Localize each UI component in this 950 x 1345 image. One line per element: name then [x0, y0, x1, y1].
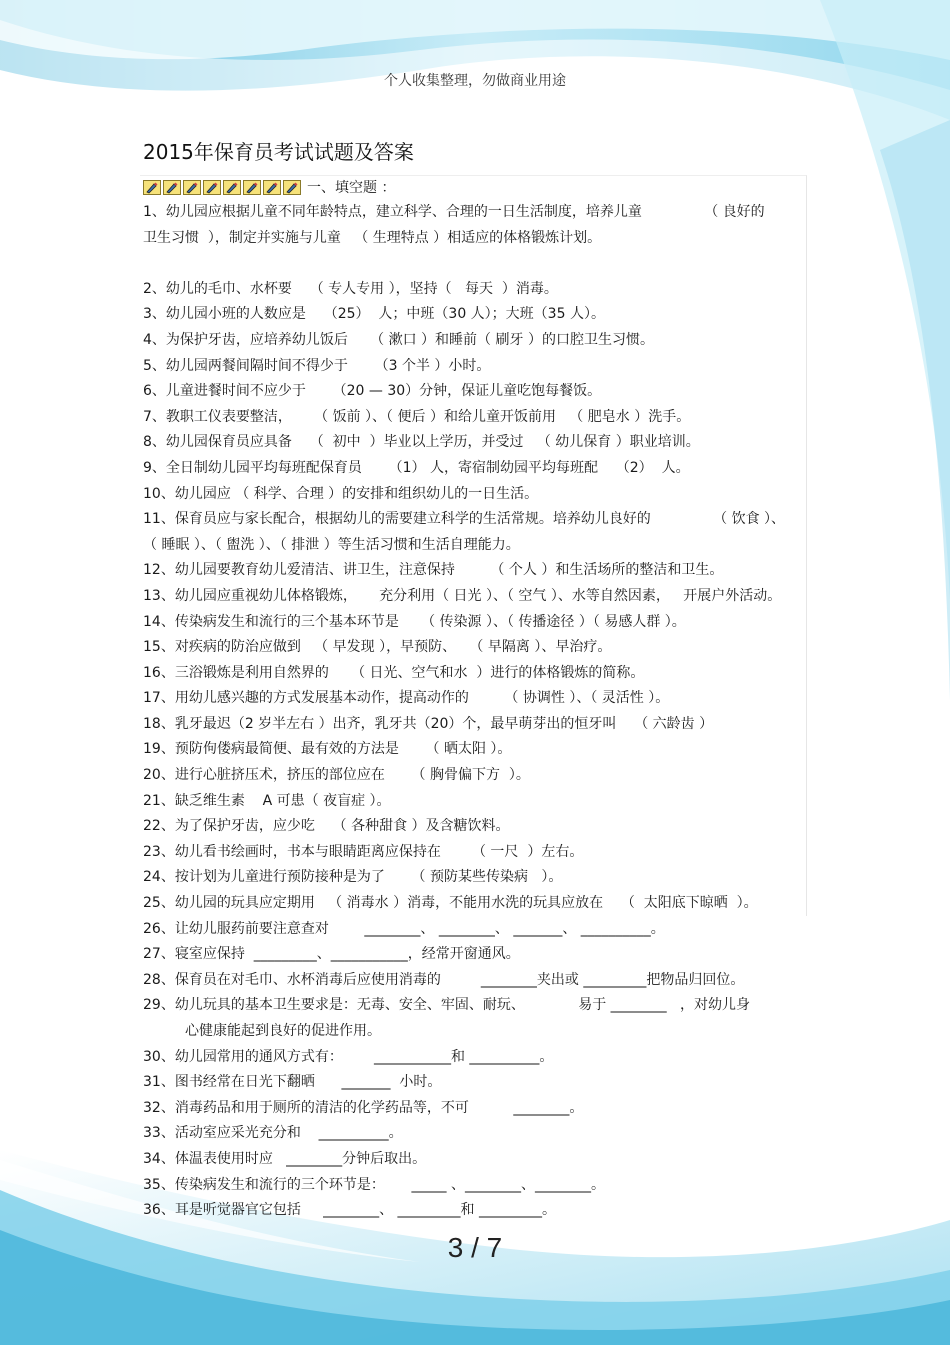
- header-divider: [143, 118, 806, 123]
- question-line: 22、为了保护牙齿，应少吃 （ 各种甜食 ）及含糖饮料。: [143, 818, 510, 835]
- question-line: 4、为保护牙齿，应培养幼儿饭后 （ 漱口 ）和睡前（ 刷牙 ）的口腔卫生习惯。: [143, 331, 654, 348]
- page-number: 3 / 7: [447, 1232, 503, 1263]
- question-line: 18、乳牙最迟（2 岁半左右 ）出齐，乳牙共（20）个，最早萌芽出的恒牙叫 （ 六龄齿 ）: [143, 715, 714, 732]
- section-heading: [143, 178, 395, 196]
- question-line: 14、传染病发生和流行的三个基本环节是 （ 传染源 ）、（ 传播途径 ）（ 易感人群 ）。: [143, 613, 686, 630]
- question-line: 26、让幼儿服药前要注意查对 ________、 ________、 _______、 __________。: [143, 920, 665, 937]
- question-line: 6、儿童进餐时间不应少于 （20 — 30）分钟，保证儿童吃饱每餐饭。: [143, 383, 602, 400]
- pencil-icon: [263, 180, 281, 195]
- question-line: 33、活动室应采光充分和 __________。: [143, 1125, 403, 1142]
- question-line: 心健康能起到良好的促进作用。: [185, 1023, 381, 1039]
- question-line: 7、教职工仪表要整洁， （ 饭前 ）、（ 便后 ）和给儿童开饭前用 （ 肥皂水 ）洗手。: [143, 408, 691, 425]
- question-line: 5、幼儿园两餐间隔时间不得少于 （3 个半 ）小时。: [143, 357, 491, 374]
- pencil-icon: [243, 180, 261, 195]
- question-list: [143, 200, 807, 1224]
- question-line: 3、幼儿园小班的人数应是 （25） 人；中班（30 人）；大班（35 人）。: [143, 306, 605, 323]
- question-line: 11、保育员应与家长配合，根据幼儿的需要建立科学的生活常规。培养幼儿良好的 （ 饮食 ）、: [143, 511, 786, 528]
- question-line: 16、三浴锻炼是利用自然界的 （ 日光、空气和水 ）进行的体格锻炼的简称。: [143, 664, 645, 681]
- question-line: 29、幼儿玩具的基本卫生要求是：无毒、安全、牢固、耐玩、 易于 ________ ，对幼儿身: [143, 997, 751, 1014]
- pencil-icon: [283, 180, 301, 195]
- question-line: 28、保育员在对毛巾、水杯消毒后应使用消毒的 ________夹出或 _________把物品归回位。: [143, 971, 745, 988]
- question-line: 25、幼儿园的玩具应定期用 （ 消毒水 ）消毒，不能用水洗的玩具应放在 （ 太阳底下晾晒 ）。: [143, 895, 758, 912]
- header-note: 个人收集整理，勿做商业用途: [384, 73, 566, 89]
- section-label: 一、填空题 ：: [307, 180, 396, 196]
- question-line: 12、幼儿园要教育幼儿爱清洁、讲卫生，注意保持 （ 个人 ）和生活场所的整洁和卫生。: [143, 562, 724, 579]
- question-line: 32、消毒药品和用于厕所的清洁的化学药品等，不可 ________。: [143, 1099, 584, 1116]
- question-line: 9、全日制幼儿园平均每班配保育员 （1） 人，寄宿制幼园平均每班配 （2） 人。: [143, 459, 690, 476]
- question-line: 15、对疾病的防治应做到 （ 早发现 ），早预防、 （ 早隔离 ）、早治疗。: [143, 639, 612, 656]
- question-line: 20、进行心脏挤压术，挤压的部位应在 （ 胸骨偏下方 ）。: [143, 767, 530, 784]
- question-line: 23、幼儿看书绘画时，书本与眼睛距离应保持在 （ 一尺 ）左右。: [143, 843, 584, 860]
- question-line: 35、传染病发生和流行的三个环节是： _____ 、________、________。: [143, 1176, 605, 1193]
- question-line: 36、耳是听觉器官它包括 ________、 _________和 _________。: [143, 1202, 556, 1219]
- pencil-icon: [143, 180, 161, 195]
- question-line: 2、幼儿的毛巾、水杯要 （ 专人专用 ），坚持（ 每天 ）消毒。: [143, 280, 558, 297]
- question-line: 13、幼儿园应重视幼儿体格锻炼， 充分利用（ 日光 ）、（ 空气 ）、水等自然因素， 开展户外活动。: [143, 587, 782, 604]
- pencil-icon: [183, 180, 201, 195]
- pencil-icon: [163, 180, 181, 195]
- question-line: [143, 251, 807, 277]
- question-line: 30、幼儿园常用的通风方式有： ___________和 __________。: [143, 1048, 554, 1065]
- question-line: 34、体温表使用时应 ________分钟后取出。: [143, 1150, 427, 1167]
- question-line: 17、用幼儿感兴趣的方式发展基本动作，提高动作的 （ 协调性 ）、（ 灵活性 ）。: [143, 690, 670, 707]
- question-line: 27、寝室应保持 _________、___________，经常开窗通风。: [143, 946, 520, 963]
- pencil-icon-row: [143, 180, 303, 195]
- question-line: 1、幼儿园应根据儿童不同年龄特点，建立科学、合理的一日生活制度，培养儿童 （ 良好的: [143, 204, 765, 220]
- question-line: 31、图书经常在日光下翻晒 _______ 小时。: [143, 1074, 442, 1091]
- question-line: 卫生习惯 ），制定并实施与儿童 （ 生理特点 ）相适应的体格锻炼计划。: [143, 229, 602, 246]
- pencil-icon: [203, 180, 221, 195]
- document-title: 2015年保育员考试试题及答案: [143, 140, 414, 164]
- question-line: 8、幼儿园保育员应具备 （ 初中 ）毕业以上学历，并受过 （ 幼儿保育 ）职业培训。: [143, 434, 700, 451]
- question-line: （ 睡眠 ）、（ 盥洗 ）、（ 排泄 ）等生活习惯和生活自理能力。: [143, 536, 520, 553]
- question-line: 19、预防佝偻病最简便、最有效的方法是 （ 晒太阳 ）。: [143, 741, 512, 758]
- question-line: 24、按计划为儿童进行预防接种是为了 （ 预防某些传染病 ）。: [143, 869, 563, 886]
- question-line: 21、缺乏维生素 A 可患（ 夜盲症 ）。: [143, 792, 391, 809]
- question-line: 10、幼儿园应 （ 科学、合理 ）的安排和组织幼儿的一日生活。: [143, 485, 539, 502]
- pencil-icon: [223, 180, 241, 195]
